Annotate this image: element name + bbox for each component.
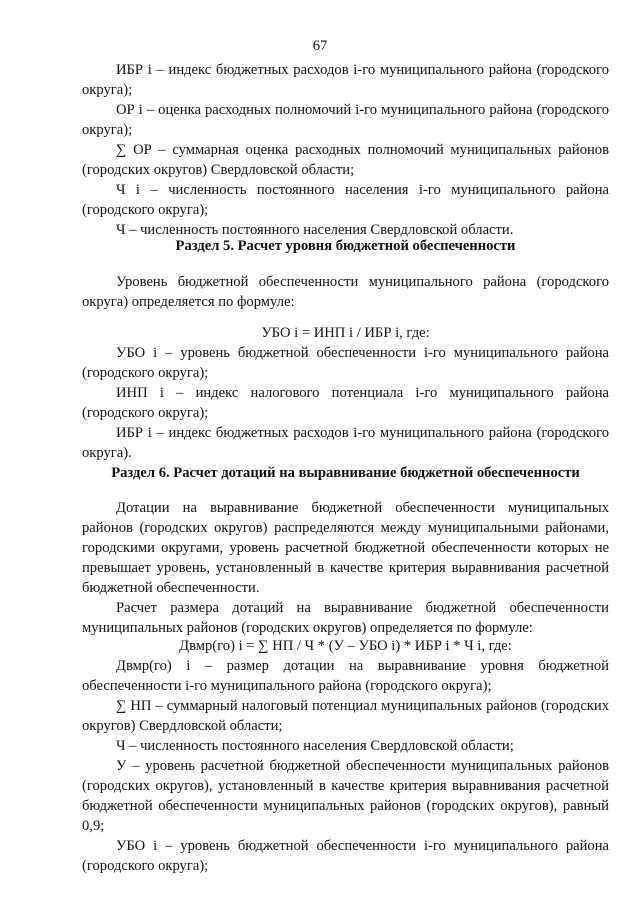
section-6-heading: Раздел 6. Расчет дотаций на выравнивание бюджетной обеспеченности xyxy=(111,465,580,481)
definition-ubo: УБО i – уровень бюджетной обеспеченности і-го муниципального района (городского округа); xyxy=(82,345,609,381)
section-6-heading-block xyxy=(82,463,609,483)
section-5-intro: Уровень бюджетной обеспеченности муниципального района (городского округа) определяется по формуле: xyxy=(82,274,609,310)
section-6-formula: Двмр(го) i = ∑ НП / Ч * (У – УБО i) * ИБР i * Ч i, где: xyxy=(179,638,512,654)
definition-ibr: ИБР i – индекс бюджетных расходов і-го муниципального района (городского округа); xyxy=(82,62,609,98)
section-6-formula-block xyxy=(82,636,609,656)
definition-ch: Ч – численность постоянного населения Свердловской области. xyxy=(116,222,514,238)
section-5-intro-block xyxy=(82,272,609,312)
page-number: 67 xyxy=(312,38,328,54)
definition-inp: ИНП i – индекс налогового потенциала і-го муниципального района (городского округа); xyxy=(82,385,609,421)
definition-u: У – уровень расчетной бюджетной обеспеченности муниципальных районов (городских округов), установленный в качестве критерия выравнивания расчетной бюджетной обеспеченности муниципальных районов (городских округов), равный 0,9; xyxy=(82,758,609,834)
definitions-top xyxy=(82,60,609,240)
section-6-body xyxy=(82,498,609,638)
section-5-formula: УБО i = ИНП i / ИБР i, где: xyxy=(261,325,430,341)
definition-ubo-2: УБО i – уровень бюджетной обеспеченности і-го муниципального района (городского округа); xyxy=(82,838,609,874)
section-5-heading-block xyxy=(82,236,609,256)
definition-sum-or: ∑ ОР – суммарная оценка расходных полномочий муниципальных районов (городских округов) Свердловской области; xyxy=(82,142,609,178)
section-6-definitions xyxy=(82,656,609,876)
section-5-heading: Раздел 5. Расчет уровня бюджетной обеспеченности xyxy=(175,238,516,254)
definition-ch-2: Ч – численность постоянного населения Свердловской области; xyxy=(116,738,514,754)
definition-ibr-2: ИБР i – индекс бюджетных расходов і-го муниципального района (городского округа). xyxy=(82,425,609,461)
definition-sum-np: ∑ НП – суммарный налоговый потенциал муниципальных районов (городских округов) Свердловской области; xyxy=(82,698,609,734)
section-6-paragraph-2: Расчет размера дотаций на выравнивание бюджетной обеспеченности муниципальных районов (городских округов) определяется по формуле: xyxy=(82,600,609,636)
section-6-paragraph-1: Дотации на выравнивание бюджетной обеспеченности муниципальных районов (городских округов) распределяются между муниципальными районами, городскими округами, уровень расчетной бюджетной обеспеченности которых не превышает уровень, установленный в качестве критерия выравнивания расчетной бюджетной обеспеченности. xyxy=(82,500,609,596)
definition-chi: Ч i – численность постоянного населения і-го муниципального района (городского округа); xyxy=(82,182,609,218)
definition-dvmr: Двмр(го) i – размер дотации на выравнивание уровня бюджетной обеспеченности і-го муниципального района (городского округа); xyxy=(82,658,609,694)
section-5-formula-block xyxy=(82,323,609,343)
definition-or: ОР i – оценка расходных полномочий і-го муниципального района (городского округа); xyxy=(82,102,609,138)
section-5-definitions xyxy=(82,343,609,463)
